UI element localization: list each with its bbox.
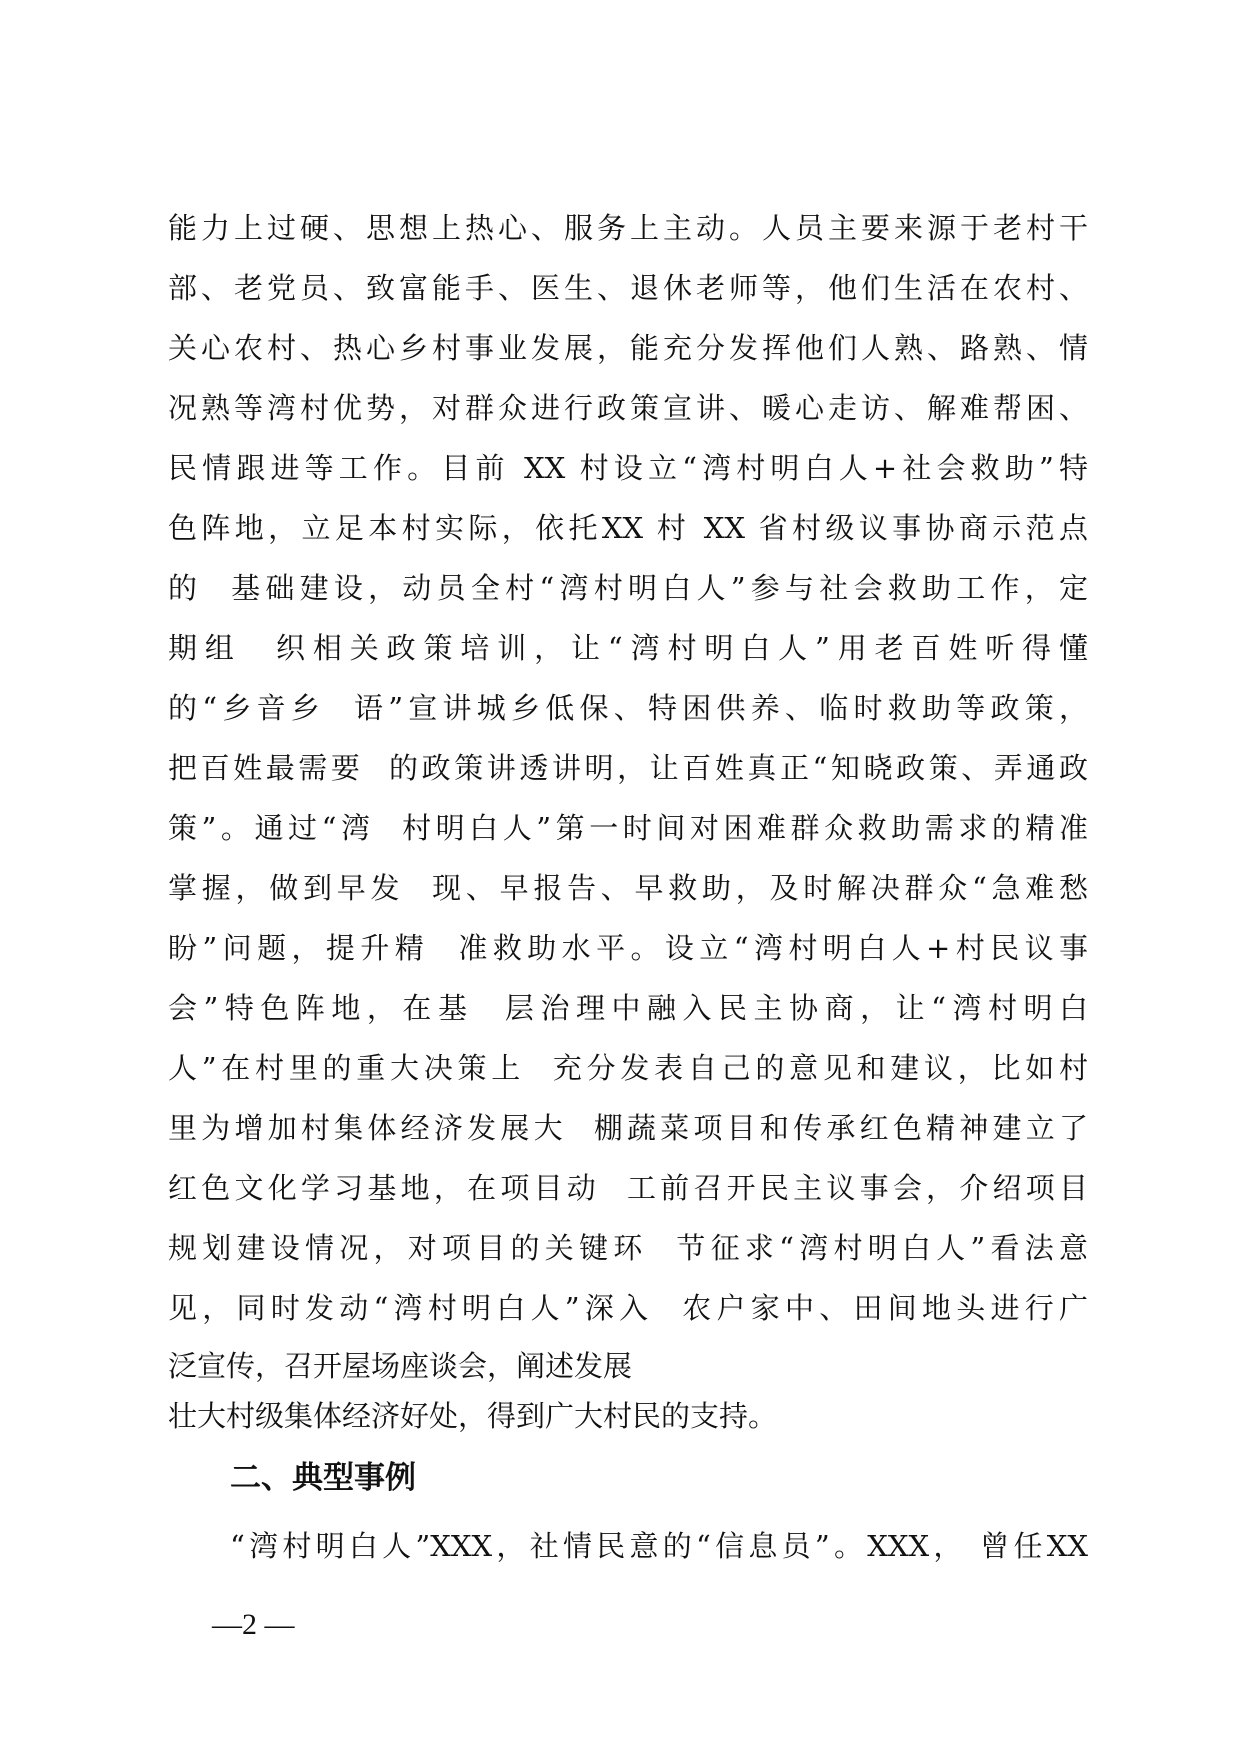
text-line: 部、老党员、致富能手、医生、退休老师等，他们生活在农村、 bbox=[168, 271, 1088, 305]
text-line: 盼”问题，提升精 准救助水平。设立“湾村明白人+村民议事 bbox=[168, 931, 1088, 965]
text-line: 况熟等湾村优势，对群众进行政策宣讲、暖心走访、解难帮困、 bbox=[168, 391, 1088, 425]
text-line: 泛宣传，召开屋场座谈会，阐述发展 bbox=[168, 1349, 633, 1383]
text-line: 里为增加村集体经济发展大 棚蔬菜项目和传承红色精神建立了 bbox=[168, 1111, 1088, 1145]
text-line: 关心农村、热心乡村事业发展，能充分发挥他们人熟、路熟、情 bbox=[168, 331, 1088, 365]
text-line: 民情跟进等工作。目前 XX 村设立“湾村明白人+社会救助”特 bbox=[168, 451, 1088, 485]
text-line: 见，同时发动“湾村明白人”深入 农户家中、田间地头进行广 bbox=[168, 1291, 1088, 1325]
text-line: 掌握，做到早发 现、早报告、早救助，及时解决群众“急难愁 bbox=[168, 871, 1088, 905]
text-line: 的“乡音乡 语”宣讲城乡低保、特困供养、临时救助等政策， bbox=[168, 691, 1088, 725]
text-line: 红色文化学习基地，在项目动 工前召开民主议事会，介绍项目 bbox=[168, 1171, 1088, 1205]
text-line: 壮大村级集体经济好处，得到广大村民的支持。 bbox=[168, 1399, 778, 1433]
text-line: 会”特色阵地，在基 层治理中融入民主协商，让“湾村明白 bbox=[168, 991, 1088, 1025]
section-heading: 二、典型事例 bbox=[230, 1460, 416, 1496]
text-line: 期组 织相关政策培训，让“湾村明白人”用老百姓听得懂 bbox=[168, 631, 1088, 665]
text-line: 规划建设情况，对项目的关键环 节征求“湾村明白人”看法意 bbox=[168, 1231, 1088, 1265]
text-line: 策”。通过“湾 村明白人”第一时间对困难群众救助需求的精准 bbox=[168, 811, 1088, 845]
text-line: 把百姓最需要 的政策讲透讲明，让百姓真正“知晓政策、弄通政 bbox=[168, 751, 1088, 785]
text-line: 色阵地，立足本村实际，依托XX 村 XX 省村级议事协商示范点 bbox=[168, 511, 1088, 545]
text-line: 能力上过硬、思想上热心、服务上主动。人员主要来源于老村干 bbox=[168, 211, 1088, 245]
page-number: —2 — bbox=[212, 1608, 295, 1641]
text-line: 人”在村里的重大决策上 充分发表自己的意见和建议，比如村 bbox=[168, 1051, 1088, 1085]
paragraph-first-line: “湾村明白人”XXX，社情民意的“信息员”。XXX， 曾任XX bbox=[230, 1529, 1088, 1563]
text-line: 的 基础建设，动员全村“湾村明白人”参与社会救助工作，定 bbox=[168, 571, 1088, 605]
